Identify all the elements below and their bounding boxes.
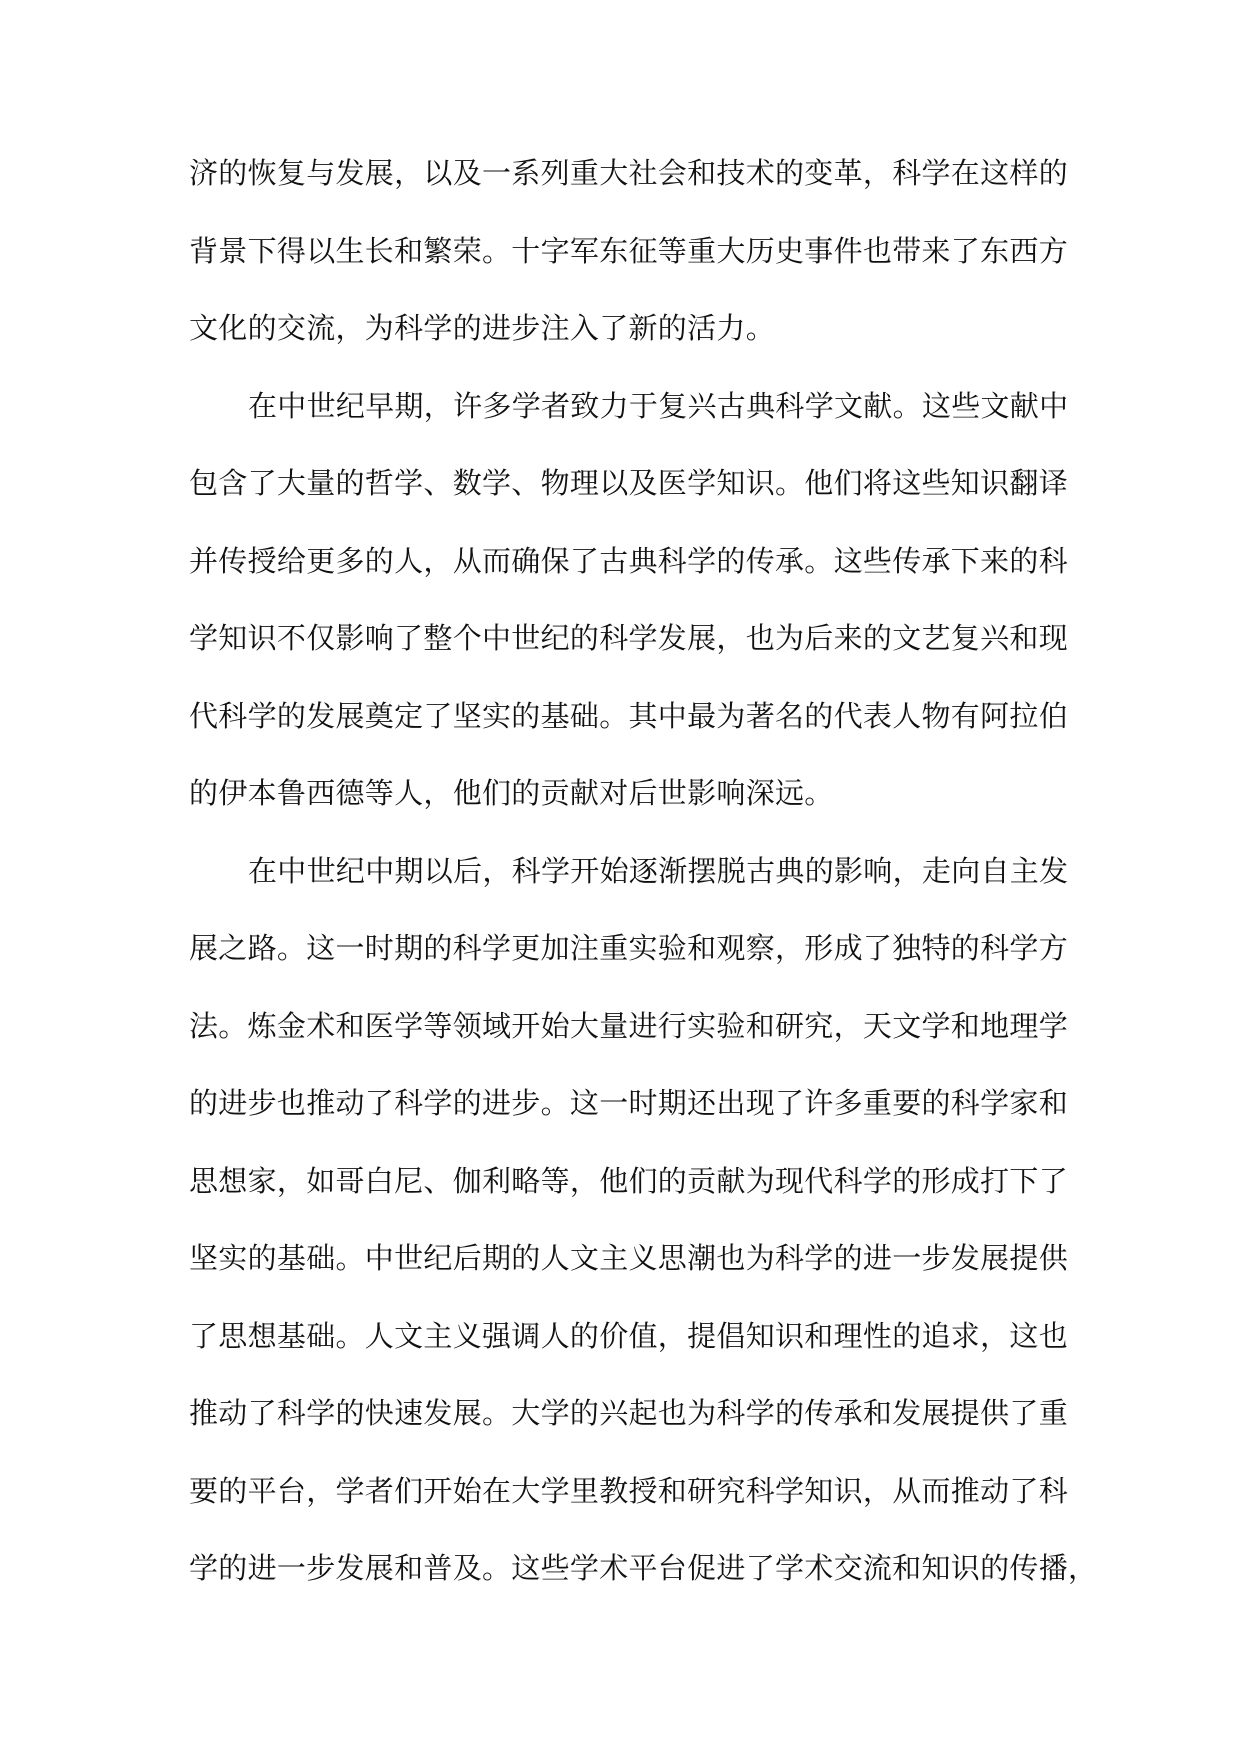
text-line: 坚实的基础。中世纪后期的人文主义思潮也为科学的进一步发展提供 <box>189 1241 1069 1275</box>
text-line: 代科学的发展奠定了坚实的基础。其中最为著名的代表人物有阿拉伯 <box>189 698 1069 733</box>
text-line: 推动了科学的快速发展。大学的兴起也为科学的传承和发展提供了重 <box>189 1396 1069 1430</box>
text-line: 包含了大量的哲学、数学、物理以及医学知识。他们将这些知识翻译 <box>189 466 1069 500</box>
text-line: 要的平台，学者们开始在大学里教授和研究科学知识，从而推动了科 <box>189 1473 1069 1508</box>
text-line: 背景下得以生长和繁荣。十字军东征等重大历史事件也带来了东西方 <box>189 233 1069 268</box>
text-line: 学知识不仅影响了整个中世纪的科学发展，也为后来的文艺复兴和现 <box>189 621 1069 655</box>
text-line: 在中世纪早期，许多学者致力于复兴古典科学文献。这些文献中 <box>248 388 1069 423</box>
text-line: 展之路。这一时期的科学更加注重实验和观察，形成了独特的科学方 <box>189 931 1069 965</box>
paragraph <box>189 838 1098 1613</box>
text-line: 了思想基础。人文主义强调人的价值，提倡知识和理性的追求，这也 <box>189 1318 1069 1353</box>
text-line: 学的进一步发展和普及。这些学术平台促进了学术交流和知识的传播， <box>189 1551 1098 1585</box>
text-line: 的进步也推动了科学的进步。这一时期还出现了许多重要的科学家和 <box>189 1086 1069 1120</box>
paragraph <box>189 373 1069 838</box>
text-line: 思想家，如哥白尼、伽利略等，他们的贡献为现代科学的形成打下了 <box>189 1163 1069 1198</box>
text-line: 在中世纪中期以后，科学开始逐渐摆脱古典的影响，走向自主发 <box>248 853 1069 888</box>
text-line: 济的恢复与发展，以及一系列重大社会和技术的变革，科学在这样的 <box>189 156 1069 190</box>
text-line: 文化的交流，为科学的进步注入了新的活力。 <box>189 311 776 345</box>
text-line: 并传授给更多的人，从而确保了古典科学的传承。这些传承下来的科 <box>189 543 1069 578</box>
paragraph <box>189 140 1069 373</box>
text-line: 的伊本鲁西德等人，他们的贡献对后世影响深远。 <box>189 776 834 810</box>
body-text <box>189 140 1098 1613</box>
text-line: 法。炼金术和医学等领域开始大量进行实验和研究，天文学和地理学 <box>189 1008 1069 1043</box>
